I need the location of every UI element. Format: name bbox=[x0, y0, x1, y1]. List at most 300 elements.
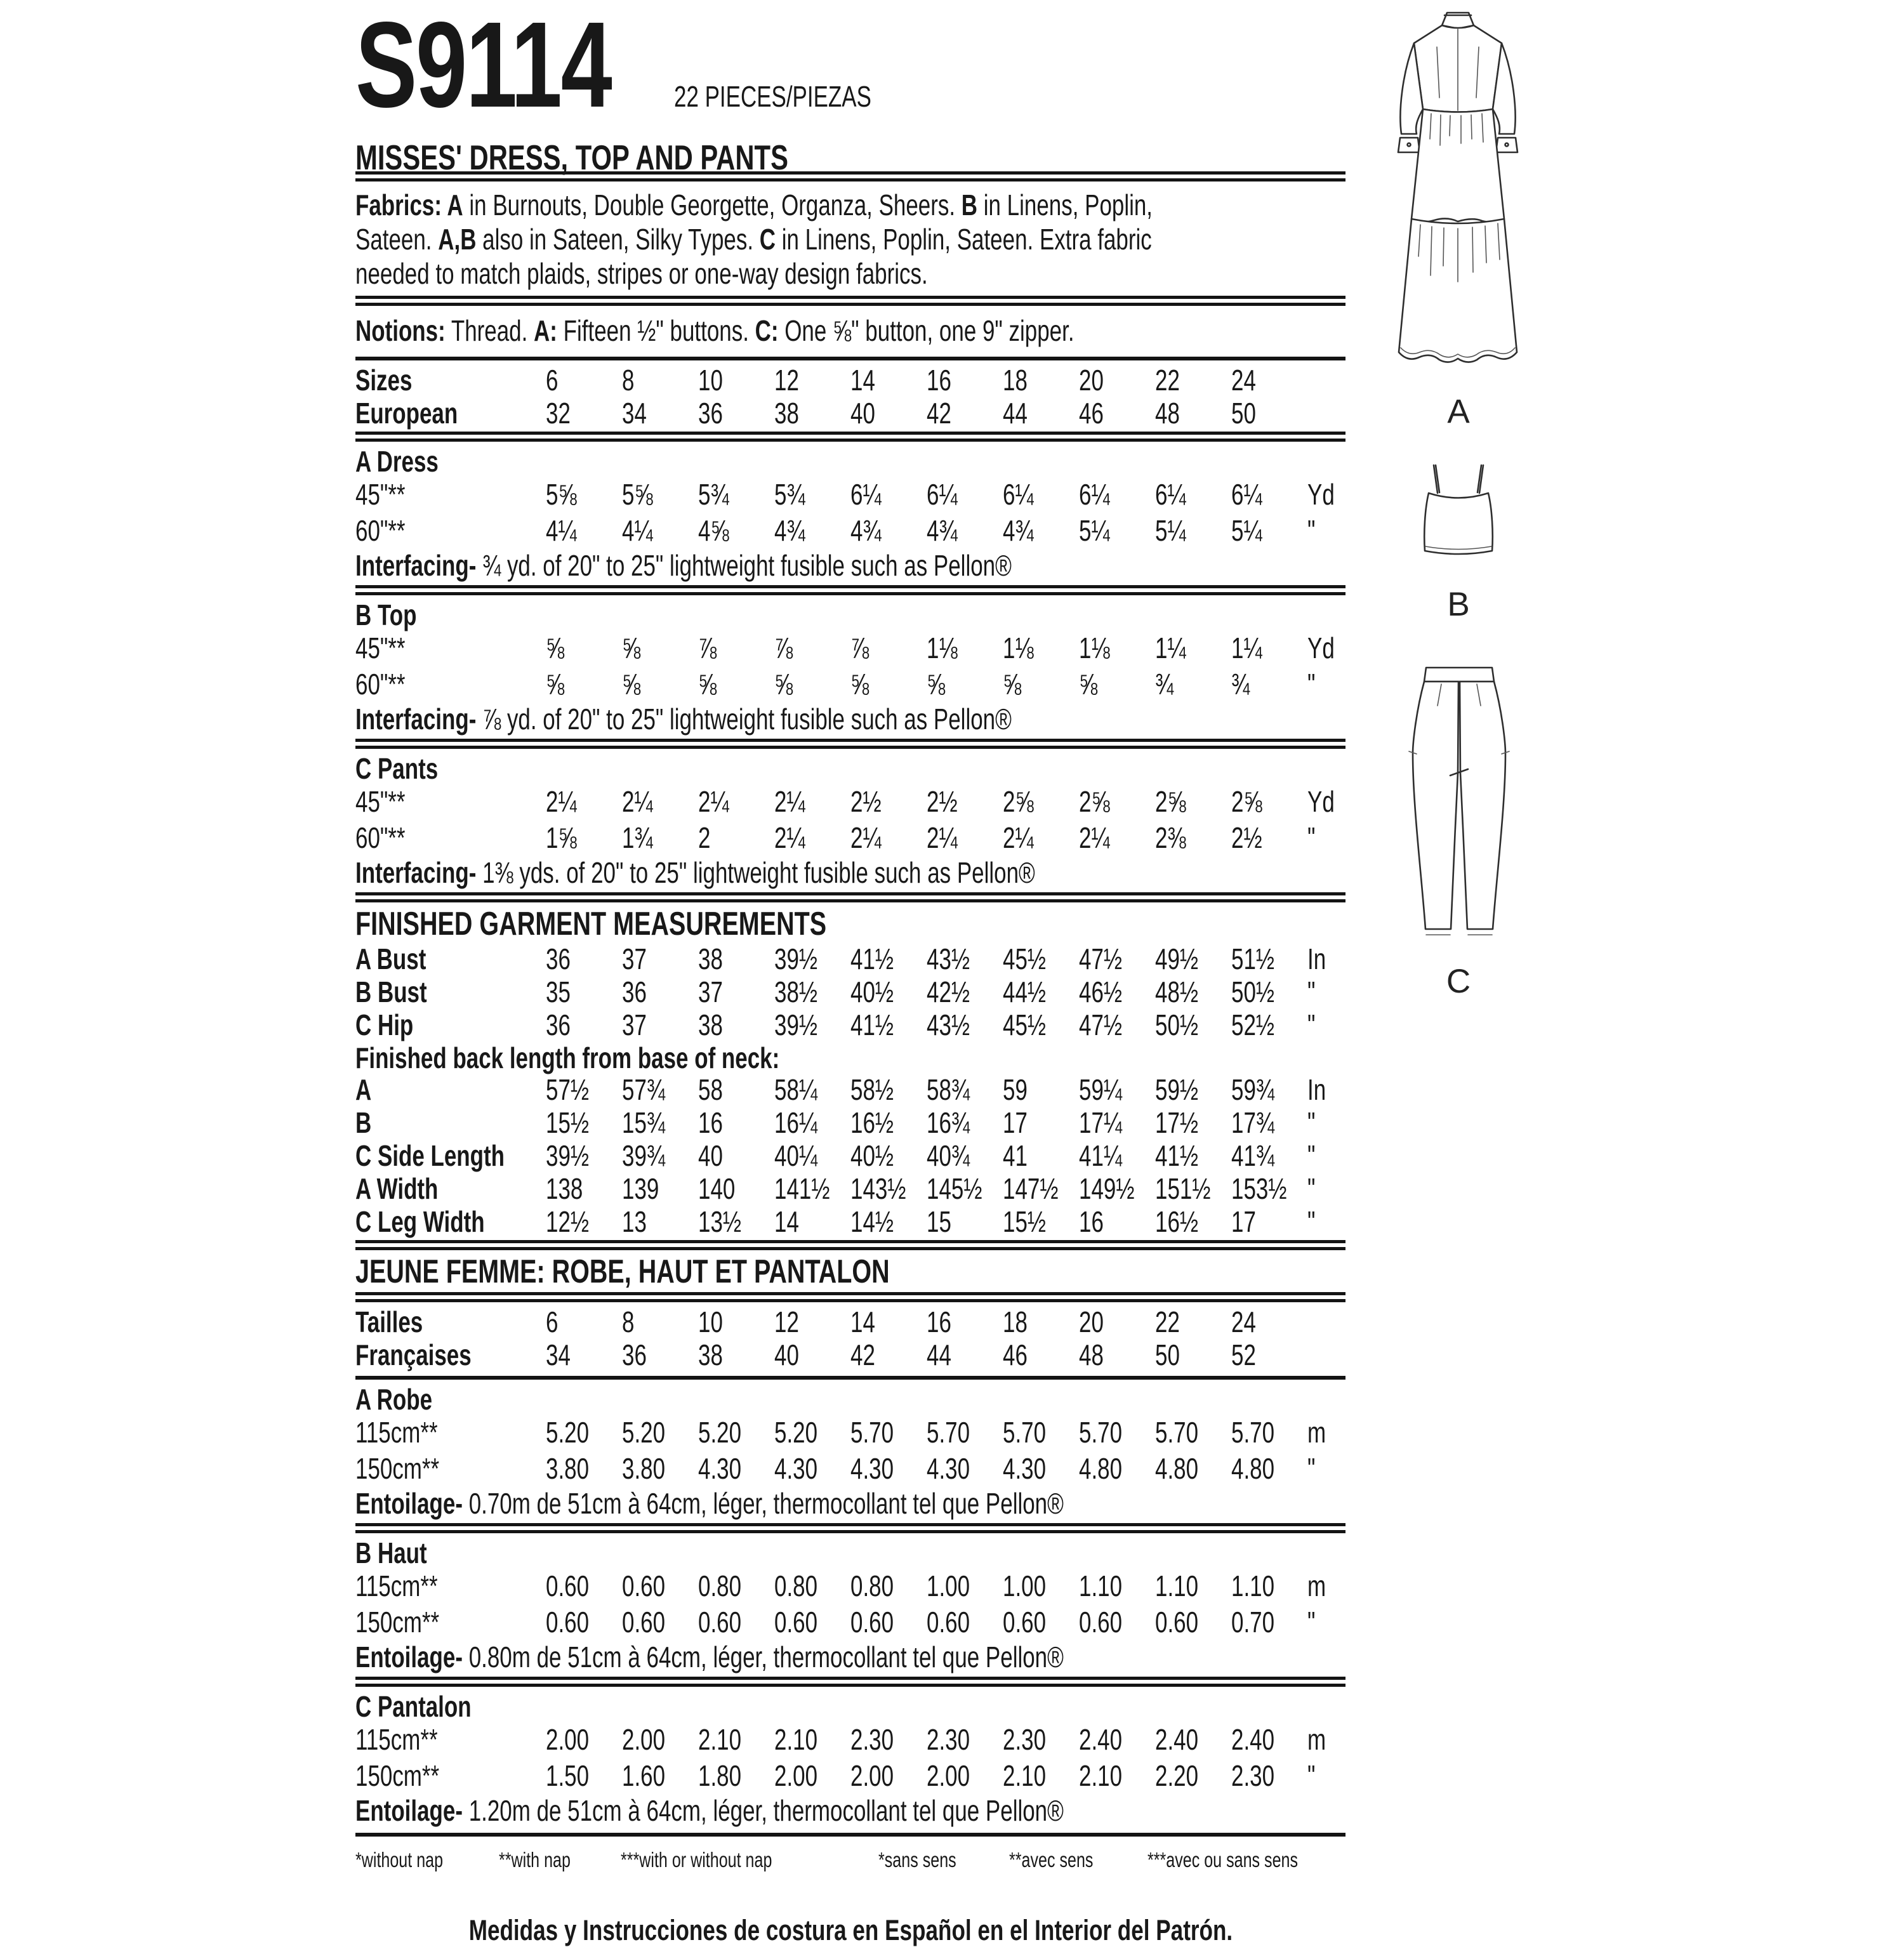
interfacing-note: Interfacing- ¾ yd. of 20" to 25" lightweight fusible such as Pellon® bbox=[355, 549, 1012, 582]
pieces-count: 22 PIECES/PIEZAS bbox=[673, 80, 871, 113]
cell-size-22: 151½ bbox=[1155, 1172, 1211, 1205]
cell-size-10: 16 bbox=[698, 1106, 723, 1139]
view-c-label: C bbox=[1446, 963, 1471, 1000]
cell-size-10: 0.80 bbox=[698, 1569, 742, 1602]
table-row bbox=[355, 905, 1345, 942]
cell-size-22: 16½ bbox=[1155, 1205, 1199, 1238]
table-row bbox=[355, 512, 1345, 548]
cell-size-12: 12 bbox=[774, 1305, 799, 1338]
unit-cell: " bbox=[1307, 975, 1316, 1008]
measurement-chart bbox=[355, 0, 1345, 1947]
notions-line: Notions: Thread. A: Fifteen ½" buttons. C: One ⅝" button, one 9" zipper. bbox=[355, 314, 1074, 347]
row-label: C Side Length bbox=[355, 1139, 505, 1172]
cell-size-22: 5.70 bbox=[1155, 1415, 1199, 1449]
unit-cell: " bbox=[1307, 1605, 1316, 1639]
unit-cell: m bbox=[1307, 1415, 1326, 1449]
unit-cell bbox=[1307, 1305, 1345, 1339]
unit-cell bbox=[1307, 363, 1345, 397]
cell-size-8: 13 bbox=[622, 1205, 647, 1238]
cell-size-14: 0.60 bbox=[850, 1605, 894, 1639]
table-row bbox=[355, 1677, 1345, 1687]
unit-cell: " bbox=[1307, 1451, 1316, 1485]
cell-size-8: 39¾ bbox=[622, 1139, 666, 1172]
cell-size-14: 14 bbox=[850, 1305, 875, 1338]
cell-size-20: 5¼ bbox=[1079, 513, 1110, 547]
cell-size-10: 140 bbox=[698, 1172, 736, 1205]
cell-size-18: 18 bbox=[1003, 1305, 1028, 1338]
cell-size-18: 2⅝ bbox=[1003, 784, 1034, 818]
cell-size-8: 1¾ bbox=[622, 821, 653, 854]
cell-size-20: 2¼ bbox=[1079, 821, 1110, 854]
cell-size-6: 1⅝ bbox=[546, 821, 577, 854]
unit-cell: m bbox=[1307, 1722, 1326, 1756]
cell-size-8: 15¾ bbox=[622, 1106, 666, 1139]
cell-size-22: 2.40 bbox=[1155, 1722, 1199, 1756]
footnotes bbox=[355, 1848, 1345, 1872]
cell-size-22: 2⅜ bbox=[1155, 821, 1186, 854]
cell-size-18: 4¾ bbox=[1003, 513, 1034, 547]
cell-size-10: 40 bbox=[698, 1139, 723, 1172]
cell-size-8: 37 bbox=[622, 1008, 647, 1041]
row-label: 45"** bbox=[355, 631, 406, 664]
cell-size-22: 17½ bbox=[1155, 1106, 1199, 1139]
cell-size-10: 2.10 bbox=[698, 1722, 742, 1756]
dress-back-view-illustration bbox=[1384, 9, 1533, 372]
row-label: 60"** bbox=[355, 821, 406, 854]
cell-size-14: 5.70 bbox=[850, 1415, 894, 1449]
fabrics-paragraph: Fabrics: A in Burnouts, Double Georgette, Organza, Sheers. B in Linens, Poplin, Sateen. A,B also in Sateen, Silky Types. C in Linens, Poplin, Sateen. Extra fabric needed to match plaids, stripes or one-way design fabrics. bbox=[355, 188, 1153, 290]
cell-size-14: 58½ bbox=[850, 1073, 894, 1106]
cell-size-20: 1⅛ bbox=[1079, 631, 1110, 664]
cell-size-14: 14½ bbox=[850, 1205, 894, 1238]
table-row bbox=[355, 432, 1345, 442]
row-label: 45"** bbox=[355, 477, 406, 511]
cell-size-6: 12½ bbox=[546, 1205, 590, 1238]
cell-size-12: 14 bbox=[774, 1205, 799, 1238]
cell-size-18: 44 bbox=[1003, 397, 1028, 430]
cell-size-18: 2¼ bbox=[1003, 821, 1034, 854]
cell-size-10: 5¾ bbox=[698, 477, 729, 511]
cell-size-6: 15½ bbox=[546, 1106, 590, 1139]
cell-size-24: 51½ bbox=[1231, 942, 1275, 975]
unit-cell: " bbox=[1307, 1759, 1316, 1792]
cell-size-18: 59 bbox=[1003, 1073, 1028, 1106]
cell-size-18: 2.10 bbox=[1003, 1759, 1047, 1792]
table-row bbox=[355, 1486, 1345, 1521]
camisole-back-view-illustration bbox=[1417, 463, 1500, 560]
cell-size-8: 3.80 bbox=[622, 1451, 666, 1485]
footnote: *without nap bbox=[355, 1848, 444, 1871]
cell-size-14: 4.30 bbox=[850, 1451, 894, 1485]
cell-size-24: 52 bbox=[1231, 1338, 1256, 1371]
cell-size-20: 149½ bbox=[1079, 1172, 1135, 1205]
cell-size-12: 2.00 bbox=[774, 1759, 818, 1792]
cell-size-16: 2.30 bbox=[927, 1722, 970, 1756]
cell-size-10: ⅝ bbox=[698, 667, 717, 701]
cell-size-20: 0.60 bbox=[1079, 1605, 1123, 1639]
cell-size-14: ⅞ bbox=[850, 631, 869, 664]
cell-size-20: 16 bbox=[1079, 1205, 1104, 1238]
cell-size-18: 4.30 bbox=[1003, 1451, 1047, 1485]
cell-size-20: 46 bbox=[1079, 397, 1104, 430]
table-row bbox=[355, 751, 1345, 783]
cell-size-20: 6¼ bbox=[1079, 477, 1110, 511]
cell-size-14: 4¾ bbox=[850, 513, 882, 547]
cell-size-16: 42½ bbox=[927, 975, 970, 1008]
row-label: B Bust bbox=[355, 975, 427, 1008]
cell-size-22: 6¼ bbox=[1155, 477, 1186, 511]
spanish-note: Medidas y Instrucciones de costura en Español en el Interior del Patrón. bbox=[468, 1914, 1233, 1946]
cell-size-22: 2⅝ bbox=[1155, 784, 1186, 818]
cell-size-16: 43½ bbox=[927, 942, 970, 975]
cell-size-12: 4.30 bbox=[774, 1451, 818, 1485]
cell-size-12: 0.80 bbox=[774, 1569, 818, 1602]
cell-size-12: 5¾ bbox=[774, 477, 805, 511]
cell-size-8: 2.00 bbox=[622, 1722, 666, 1756]
cell-size-6: ⅝ bbox=[546, 631, 565, 664]
cell-size-10: 38 bbox=[698, 1338, 723, 1371]
cell-size-24: 41¾ bbox=[1231, 1139, 1275, 1172]
unit-cell: In bbox=[1307, 942, 1326, 975]
footnote: **avec sens bbox=[1008, 1848, 1094, 1871]
cell-size-10: 1.80 bbox=[698, 1759, 742, 1792]
cell-size-24: 2.30 bbox=[1231, 1759, 1275, 1792]
table-row bbox=[355, 1376, 1345, 1380]
cell-size-20: 5.70 bbox=[1079, 1415, 1123, 1449]
cell-size-16: ⅝ bbox=[927, 667, 946, 701]
row-label: 150cm** bbox=[355, 1605, 440, 1639]
cell-size-10: 37 bbox=[698, 975, 723, 1008]
cell-size-20: 41¼ bbox=[1079, 1139, 1123, 1172]
interfacing-note: Entoilage- 0.80m de 51cm à 64cm, léger, thermocollant tel que Pellon® bbox=[355, 1640, 1064, 1673]
row-label: 60"** bbox=[355, 667, 406, 701]
cell-size-10: 0.60 bbox=[698, 1605, 742, 1639]
unit-cell: " bbox=[1307, 1008, 1316, 1041]
cell-size-8: 8 bbox=[622, 1305, 635, 1338]
table-row bbox=[355, 666, 1345, 702]
table-row bbox=[355, 739, 1345, 749]
footnote: *sans sens bbox=[878, 1848, 957, 1871]
cell-size-10: 13½ bbox=[698, 1205, 742, 1238]
unit-cell: Yd bbox=[1307, 477, 1335, 511]
table-row bbox=[355, 855, 1345, 890]
cell-size-10: 38 bbox=[698, 942, 723, 975]
table-row bbox=[355, 585, 1345, 595]
cell-size-8: 36 bbox=[622, 1338, 647, 1371]
table-row bbox=[355, 1689, 1345, 1721]
cell-size-14: 14 bbox=[850, 364, 875, 397]
footnote: **with nap bbox=[498, 1848, 571, 1871]
cell-size-20: 48 bbox=[1079, 1338, 1104, 1371]
cell-size-6: 138 bbox=[546, 1172, 583, 1205]
cell-size-18: 2.30 bbox=[1003, 1722, 1047, 1756]
cell-size-16: 0.60 bbox=[927, 1605, 970, 1639]
view-b-label: B bbox=[1447, 586, 1470, 623]
cell-size-18: 17 bbox=[1003, 1106, 1028, 1139]
divider bbox=[355, 357, 1345, 360]
cell-size-12: 38½ bbox=[774, 975, 818, 1008]
table-row bbox=[355, 444, 1345, 476]
table-row bbox=[355, 476, 1345, 512]
cell-size-22: 5¼ bbox=[1155, 513, 1186, 547]
interfacing-note: Entoilage- 0.70m de 51cm à 64cm, léger, thermocollant tel que Pellon® bbox=[355, 1487, 1064, 1520]
cell-size-24: 5.70 bbox=[1231, 1415, 1275, 1449]
cell-size-10: 58 bbox=[698, 1073, 723, 1106]
cell-size-14: 2½ bbox=[850, 784, 882, 818]
unit-cell: Yd bbox=[1307, 631, 1335, 664]
cell-size-12: 2¼ bbox=[774, 821, 805, 854]
table-row bbox=[355, 702, 1345, 736]
cell-size-20: 20 bbox=[1079, 364, 1104, 397]
unit-cell: " bbox=[1307, 1106, 1316, 1139]
table-row bbox=[355, 1240, 1345, 1250]
cell-size-16: 40¾ bbox=[927, 1139, 970, 1172]
table-row bbox=[355, 1106, 1345, 1138]
row-label: JEUNE FEMME: ROBE, HAUT ET PANTALON bbox=[355, 1253, 890, 1290]
cell-size-22: 1.10 bbox=[1155, 1569, 1199, 1602]
table-row bbox=[355, 975, 1345, 1008]
cell-size-14: 6¼ bbox=[850, 477, 882, 511]
cell-size-10: 10 bbox=[698, 1305, 723, 1338]
cell-size-16: 5.70 bbox=[927, 1415, 970, 1449]
row-label: Tailles bbox=[355, 1305, 423, 1338]
table-row bbox=[355, 1568, 1345, 1604]
cell-size-18: 18 bbox=[1003, 364, 1028, 397]
unit-cell: " bbox=[1307, 513, 1316, 547]
cell-size-12: 39½ bbox=[774, 1008, 818, 1041]
row-label: A Robe bbox=[355, 1383, 433, 1416]
table-row bbox=[355, 1338, 1345, 1371]
cell-size-18: 46 bbox=[1003, 1338, 1028, 1371]
cell-size-20: ⅝ bbox=[1079, 667, 1098, 701]
cell-size-16: 6¼ bbox=[927, 477, 958, 511]
footnote: ***with or without nap bbox=[621, 1848, 772, 1871]
cell-size-24: 1.10 bbox=[1231, 1569, 1275, 1602]
table-row bbox=[355, 1072, 1345, 1106]
cell-size-20: 59¼ bbox=[1079, 1073, 1123, 1106]
cell-size-12: 38 bbox=[774, 397, 799, 430]
interfacing-note: Interfacing- ⅞ yd. of 20" to 25" lightweight fusible such as Pellon® bbox=[355, 703, 1012, 736]
cell-size-12: 5.20 bbox=[774, 1415, 818, 1449]
row-label: Finished back length from base of neck: bbox=[355, 1041, 780, 1074]
cell-size-6: 5⅝ bbox=[546, 477, 577, 511]
table-row bbox=[355, 1292, 1345, 1302]
table-row bbox=[355, 1640, 1345, 1674]
table-row bbox=[355, 783, 1345, 819]
cell-size-24: 17 bbox=[1231, 1205, 1256, 1238]
cell-size-12: ⅞ bbox=[774, 631, 793, 664]
cell-size-18: 41 bbox=[1003, 1139, 1028, 1172]
cell-size-22: 41½ bbox=[1155, 1139, 1199, 1172]
cell-size-20: 20 bbox=[1079, 1305, 1104, 1338]
table-row bbox=[355, 1604, 1345, 1640]
cell-size-10: ⅞ bbox=[698, 631, 717, 664]
table-row bbox=[355, 1536, 1345, 1568]
footnotes-french bbox=[878, 1848, 1345, 1872]
cell-size-8: 139 bbox=[622, 1172, 659, 1205]
cell-size-14: 0.80 bbox=[850, 1569, 894, 1602]
cell-size-8: 36 bbox=[622, 975, 647, 1008]
cell-size-18: 1.00 bbox=[1003, 1569, 1047, 1602]
row-label: C Leg Width bbox=[355, 1205, 485, 1238]
footnotes-english bbox=[355, 1848, 820, 1872]
cell-size-22: 48½ bbox=[1155, 975, 1199, 1008]
cell-size-22: 1¼ bbox=[1155, 631, 1186, 664]
row-label: Sizes bbox=[355, 364, 413, 397]
table-row bbox=[355, 819, 1345, 855]
cell-size-22: 22 bbox=[1155, 1305, 1180, 1338]
unit-cell: " bbox=[1307, 1139, 1316, 1172]
row-label: 45"** bbox=[355, 784, 406, 818]
cell-size-14: ⅝ bbox=[850, 667, 869, 701]
cell-size-18: 6¼ bbox=[1003, 477, 1034, 511]
cell-size-14: 2¼ bbox=[850, 821, 882, 854]
cell-size-8: 0.60 bbox=[622, 1605, 666, 1639]
title-bar bbox=[355, 0, 1345, 133]
cell-size-6: 3.80 bbox=[546, 1451, 590, 1485]
cell-size-24: 6¼ bbox=[1231, 477, 1262, 511]
cell-size-24: 1¼ bbox=[1231, 631, 1262, 664]
cell-size-18: 0.60 bbox=[1003, 1605, 1047, 1639]
cell-size-24: 24 bbox=[1231, 1305, 1256, 1338]
cell-size-24: 50½ bbox=[1231, 975, 1275, 1008]
cell-size-12: 39½ bbox=[774, 942, 818, 975]
cell-size-8: ⅝ bbox=[622, 631, 641, 664]
cell-size-16: 1.00 bbox=[927, 1569, 970, 1602]
cell-size-24: 2⅝ bbox=[1231, 784, 1262, 818]
cell-size-22: 48 bbox=[1155, 397, 1180, 430]
cell-size-22: 49½ bbox=[1155, 942, 1199, 975]
table-row bbox=[355, 1793, 1345, 1828]
row-label: C Pants bbox=[355, 752, 439, 785]
interfacing-note: Interfacing- 1⅜ yds. of 20" to 25" lightweight fusible such as Pellon® bbox=[355, 856, 1035, 889]
row-label: Françaises bbox=[355, 1338, 472, 1371]
cell-size-8: 0.60 bbox=[622, 1569, 666, 1602]
cell-size-16: 16 bbox=[927, 364, 951, 397]
unit-cell: m bbox=[1307, 1569, 1326, 1602]
cell-size-24: ¾ bbox=[1231, 667, 1250, 701]
cell-size-6: ⅝ bbox=[546, 667, 565, 701]
cell-size-12: 141½ bbox=[774, 1172, 830, 1205]
cell-size-14: 40 bbox=[850, 397, 875, 430]
cell-size-8: 1.60 bbox=[622, 1759, 666, 1792]
cell-size-12: 40¼ bbox=[774, 1139, 818, 1172]
cell-size-16: 43½ bbox=[927, 1008, 970, 1041]
cell-size-10: 4.30 bbox=[698, 1451, 742, 1485]
cell-size-6: 6 bbox=[546, 364, 559, 397]
cell-size-24: 4.80 bbox=[1231, 1451, 1275, 1485]
table-row bbox=[355, 942, 1345, 975]
cell-size-8: 4¼ bbox=[622, 513, 653, 547]
cell-size-20: 17¼ bbox=[1079, 1106, 1123, 1139]
view-a-label: A bbox=[1447, 393, 1470, 430]
cell-size-22: ¾ bbox=[1155, 667, 1174, 701]
row-label: 115cm** bbox=[355, 1722, 438, 1756]
cell-size-24: 17¾ bbox=[1231, 1106, 1275, 1139]
table-row bbox=[355, 1523, 1345, 1533]
cell-size-10: 36 bbox=[698, 397, 723, 430]
cell-size-16: 44 bbox=[927, 1338, 951, 1371]
row-label: B Haut bbox=[355, 1536, 427, 1569]
table-row bbox=[355, 1757, 1345, 1793]
cell-size-12: 12 bbox=[774, 364, 799, 397]
cell-size-24: 153½ bbox=[1231, 1172, 1287, 1205]
unit-cell: " bbox=[1307, 667, 1316, 701]
cell-size-16: 145½ bbox=[927, 1172, 982, 1205]
unit-cell: " bbox=[1307, 1172, 1316, 1205]
cell-size-8: 34 bbox=[622, 397, 647, 430]
cell-size-8: 8 bbox=[622, 364, 635, 397]
cell-size-16: 16¾ bbox=[927, 1106, 970, 1139]
row-label: 115cm** bbox=[355, 1569, 438, 1602]
cell-size-6: 36 bbox=[546, 942, 571, 975]
unit-cell: In bbox=[1307, 1073, 1326, 1106]
cell-size-16: 58¾ bbox=[927, 1073, 970, 1106]
row-label: 150cm** bbox=[355, 1759, 440, 1792]
cell-size-12: 2¼ bbox=[774, 784, 805, 818]
cell-size-10: 4⅝ bbox=[698, 513, 729, 547]
cell-size-6: 1.50 bbox=[546, 1759, 590, 1792]
cell-size-6: 34 bbox=[546, 1338, 571, 1371]
row-label: 60"** bbox=[355, 513, 406, 547]
cell-size-8: 2¼ bbox=[622, 784, 653, 818]
footnote: ***avec ou sans sens bbox=[1147, 1848, 1299, 1871]
row-label: B Top bbox=[355, 598, 417, 631]
cell-size-18: 44½ bbox=[1003, 975, 1047, 1008]
cell-size-14: 2.30 bbox=[850, 1722, 894, 1756]
table-row bbox=[355, 1382, 1345, 1414]
cell-size-24: 50 bbox=[1231, 397, 1256, 430]
cell-size-10: 10 bbox=[698, 364, 723, 397]
cell-size-20: 2⅝ bbox=[1079, 784, 1110, 818]
cell-size-6: 35 bbox=[546, 975, 571, 1008]
cell-size-6: 36 bbox=[546, 1008, 571, 1041]
cell-size-12: 40 bbox=[774, 1338, 799, 1371]
pattern-number: S9114 bbox=[355, 0, 611, 133]
cell-size-6: 0.60 bbox=[546, 1569, 590, 1602]
row-label: B bbox=[355, 1106, 372, 1139]
table-row bbox=[355, 1721, 1345, 1757]
unit-cell: " bbox=[1307, 821, 1316, 854]
row-label: A Width bbox=[355, 1172, 439, 1205]
cell-size-6: 6 bbox=[546, 1305, 559, 1338]
table-row bbox=[355, 396, 1345, 429]
table-row bbox=[355, 363, 1345, 396]
cell-size-16: 2.00 bbox=[927, 1759, 970, 1792]
cell-size-16: 4¾ bbox=[927, 513, 958, 547]
row-label: FINISHED GARMENT MEASUREMENTS bbox=[355, 906, 827, 942]
row-label: A Dress bbox=[355, 445, 439, 478]
cell-size-22: 59½ bbox=[1155, 1073, 1199, 1106]
cell-size-20: 47½ bbox=[1079, 942, 1123, 975]
cell-size-24: 52½ bbox=[1231, 1008, 1275, 1041]
table-row bbox=[355, 1204, 1345, 1238]
cell-size-14: 143½ bbox=[850, 1172, 906, 1205]
cell-size-18: 147½ bbox=[1003, 1172, 1059, 1205]
cell-size-18: 45½ bbox=[1003, 1008, 1047, 1041]
cell-size-16: 2¼ bbox=[927, 821, 958, 854]
cell-size-6: 32 bbox=[546, 397, 571, 430]
row-label: European bbox=[355, 397, 458, 430]
cell-size-16: 4.30 bbox=[927, 1451, 970, 1485]
table-row bbox=[355, 1041, 1345, 1072]
cell-size-16: 42 bbox=[927, 397, 951, 430]
cell-size-18: 1⅛ bbox=[1003, 631, 1034, 664]
cell-size-18: 5.70 bbox=[1003, 1415, 1047, 1449]
page-title: MISSES' DRESS, TOP AND PANTS bbox=[355, 138, 788, 177]
cell-size-22: 2.20 bbox=[1155, 1759, 1199, 1792]
cell-size-24: 5¼ bbox=[1231, 513, 1262, 547]
